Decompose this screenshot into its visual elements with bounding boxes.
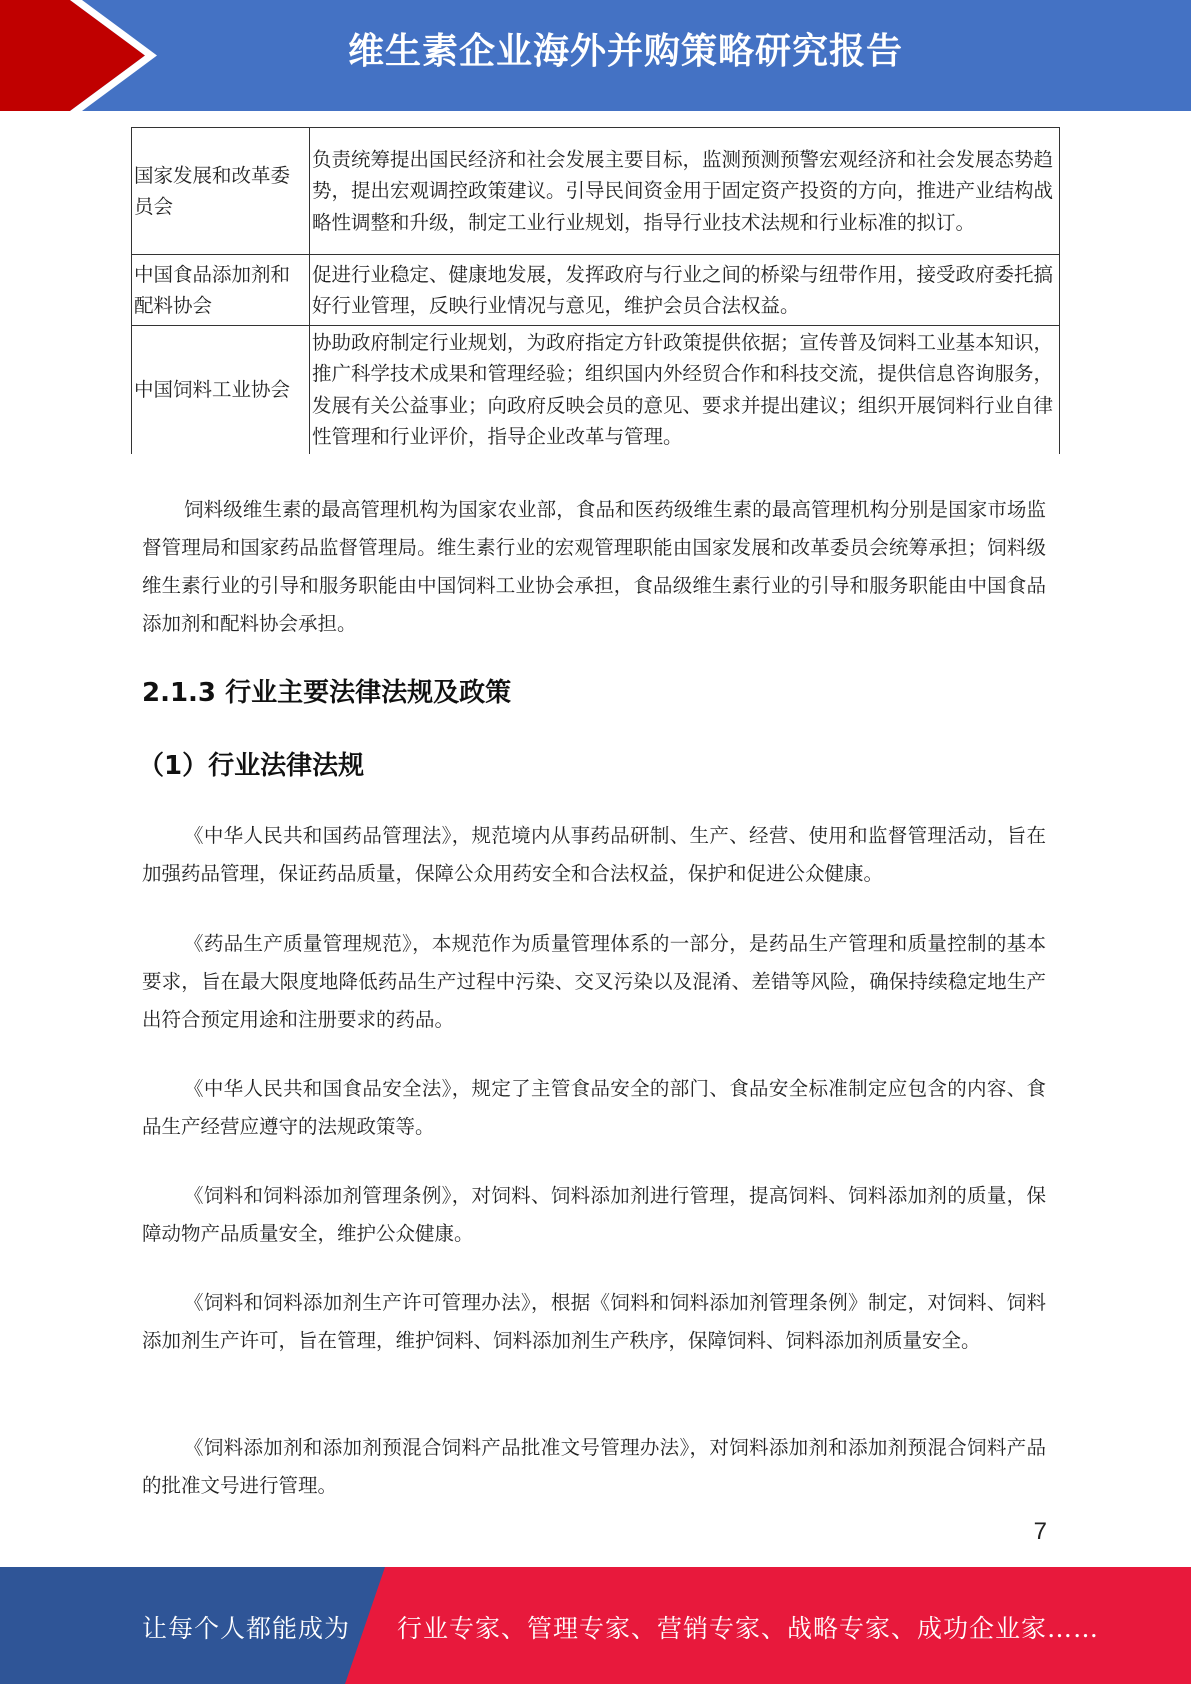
law-paragraph: 《药品生产质量管理规范》，本规范作为质量管理体系的一部分，是药品生产管理和质量控制的基本要求，旨在最大限度地降低药品生产过程中污染、交叉污染以及混淆、差错等风险，确保持续稳定地生产出符合预定用途和注册要求的药品。 [142, 932, 1046, 1031]
table-cell-org: 国家发展和改革委员会 [132, 128, 310, 255]
law-paragraph: 《中华人民共和国食品安全法》，规定了主管食品安全的部门、食品安全标准制定应包含的内容、食品生产经营应遵守的法规政策等。 [142, 1077, 1046, 1138]
law-paragraph: 《饲料和饲料添加剂生产许可管理办法》，根据《饲料和饲料添加剂管理条例》制定，对饲料、饲料添加剂生产许可，旨在管理，维护饲料、饲料添加剂生产秩序，保障饲料、饲料添加剂质量安全。 [142, 1291, 1046, 1352]
footer-slogan-right: 行业专家、管理专家、营销专家、战略专家、成功企业家…… [397, 1614, 1100, 1643]
law-paragraph: 《中华人民共和国药品管理法》，规范境内从事药品研制、生产、经营、使用和监督管理活动，旨在加强药品管理，保证药品质量，保障公众用药安全和合法权益，保护和促进公众健康。 [142, 824, 1046, 885]
table-cell-org: 中国食品添加剂和配料协会 [132, 255, 310, 326]
regulator-table [131, 127, 1060, 454]
footer-banner [0, 1567, 1191, 1684]
intro-paragraph: 饲料级维生素的最高管理机构为国家农业部，食品和医药级维生素的最高管理机构分别是国家市场监督管理局和国家药品监督管理局。维生素行业的宏观管理职能由国家发展和改革委员会统筹承担；饲料级维生素行业的引导和服务职能由中国饲料工业协会承担，食品级维生素行业的引导和服务职能由中国食品添加剂和配料协会承担。 [142, 498, 1046, 635]
table-cell-org: 中国饲料工业协会 [132, 326, 310, 454]
header-title: 维生素企业海外并购策略研究报告 [347, 31, 903, 72]
section-heading: 2.1.3 行业主要法律法规及政策 [142, 678, 512, 708]
page-number: 7 [1033, 1518, 1047, 1545]
table-cell-duty: 协助政府制定行业规划，为政府指定方针政策提供依据；宣传普及饲料工业基本知识，推广科学技术成果和管理经验；组织国内外经贸合作和科技交流，提供信息咨询服务，发展有关公益事业；向政府反映会员的意见、要求并提出建议；组织开展饲料行业自律性管理和行业评价，指导企业改革与管理。 [310, 326, 1060, 454]
table-row [132, 128, 1060, 255]
table-cell-duty: 促进行业稳定、健康地发展，发挥政府与行业之间的桥梁与纽带作用，接受政府委托搞好行业管理，反映行业情况与意见，维护会员合法权益。 [310, 255, 1060, 326]
table-cell-duty: 负责统筹提出国民经济和社会发展主要目标，监测预测预警宏观经济和社会发展态势趋势，提出宏观调控政策建议。引导民间资金用于固定资产投资的方向，推进产业结构战略性调整和升级，制定工业行业规划，指导行业技术法规和行业标准的拟订。 [310, 128, 1060, 255]
header-banner [0, 0, 1191, 111]
law-paragraph: 《饲料添加剂和添加剂预混合饲料产品批准文号管理办法》，对饲料添加剂和添加剂预混合饲料产品的批准文号进行管理。 [142, 1436, 1046, 1497]
footer-slogan-left: 让每个人都能成为 [142, 1614, 351, 1643]
law-paragraph: 《饲料和饲料添加剂管理条例》，对饲料、饲料添加剂进行管理，提高饲料、饲料添加剂的质量，保障动物产品质量安全，维护公众健康。 [142, 1184, 1046, 1245]
table-row [132, 255, 1060, 326]
table-row [132, 326, 1060, 454]
sub-heading: （1）行业法律法规 [138, 751, 365, 781]
